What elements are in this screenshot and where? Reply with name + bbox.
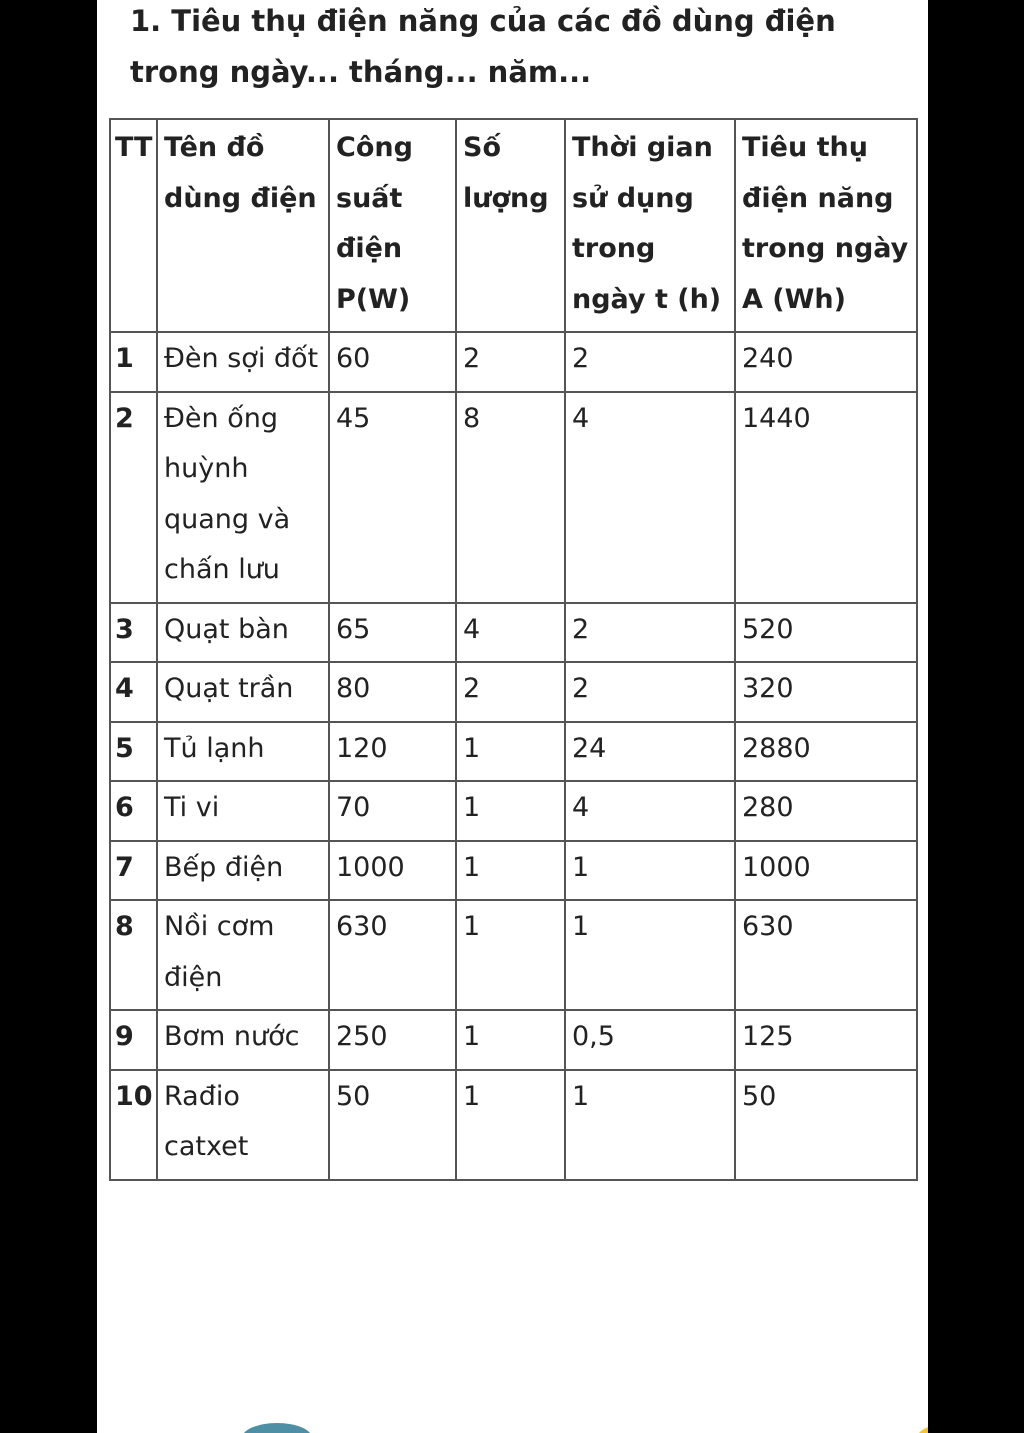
- cell-time: 1: [565, 900, 735, 1010]
- cell-time: 2: [565, 662, 735, 722]
- cell-time: 2: [565, 332, 735, 392]
- energy-consumption-table: [109, 118, 918, 1181]
- table-row: [110, 603, 917, 663]
- cell-name: Bếp điện: [157, 841, 329, 901]
- cell-energy: 520: [735, 603, 917, 663]
- cell-name: Rađio catxet: [157, 1070, 329, 1180]
- cell-name: Đèn ống huỳnh quang và chấn lưu: [157, 392, 329, 603]
- cell-power: 630: [329, 900, 456, 1010]
- cell-time: 24: [565, 722, 735, 782]
- document-page: [97, 0, 928, 1433]
- cell-power: 250: [329, 1010, 456, 1070]
- column-header-time: Thời gian sử dụng trong ngày t (h): [565, 119, 735, 332]
- cell-power: 80: [329, 662, 456, 722]
- cell-name: Tủ lạnh: [157, 722, 329, 782]
- cell-power: 70: [329, 781, 456, 841]
- cell-name: Ti vi: [157, 781, 329, 841]
- cell-power: 50: [329, 1070, 456, 1180]
- cell-quantity: 8: [456, 392, 565, 603]
- cell-time: 0,5: [565, 1010, 735, 1070]
- cell-name: Nồi cơm điện: [157, 900, 329, 1010]
- cell-power: 60: [329, 332, 456, 392]
- cell-power: 65: [329, 603, 456, 663]
- cell-name: Quạt trần: [157, 662, 329, 722]
- cell-power: 120: [329, 722, 456, 782]
- cell-quantity: 1: [456, 900, 565, 1010]
- table-row: [110, 1010, 917, 1070]
- partial-circle-decoration: [242, 1423, 312, 1433]
- table-row: [110, 781, 917, 841]
- cell-tt: 4: [110, 662, 157, 722]
- cell-quantity: 1: [456, 841, 565, 901]
- cell-tt: 1: [110, 332, 157, 392]
- table-row: [110, 722, 917, 782]
- cell-tt: 7: [110, 841, 157, 901]
- cell-energy: 240: [735, 332, 917, 392]
- cell-energy: 50: [735, 1070, 917, 1180]
- table-row: [110, 841, 917, 901]
- cell-tt: 2: [110, 392, 157, 603]
- table-row: [110, 900, 917, 1010]
- cell-tt: 10: [110, 1070, 157, 1180]
- cell-tt: 3: [110, 603, 157, 663]
- cell-energy: 125: [735, 1010, 917, 1070]
- cell-name: Bơm nước: [157, 1010, 329, 1070]
- column-header-name: Tên đồ dùng điện: [157, 119, 329, 332]
- cell-quantity: 1: [456, 781, 565, 841]
- cell-time: 2: [565, 603, 735, 663]
- cell-time: 4: [565, 392, 735, 603]
- cell-name: Quạt bàn: [157, 603, 329, 663]
- cell-quantity: 1: [456, 722, 565, 782]
- cell-tt: 6: [110, 781, 157, 841]
- column-header-quantity: Số lượng: [456, 119, 565, 332]
- column-header-tt: TT: [110, 119, 157, 332]
- section-heading: 1. Tiêu thụ điện năng của các đồ dùng điện trong ngày... tháng... năm...: [130, 4, 836, 89]
- table-header-row: [110, 119, 917, 332]
- cell-time: 1: [565, 1070, 735, 1180]
- cell-time: 1: [565, 841, 735, 901]
- cell-quantity: 2: [456, 662, 565, 722]
- cell-quantity: 2: [456, 332, 565, 392]
- cell-tt: 8: [110, 900, 157, 1010]
- table-row: [110, 392, 917, 603]
- cell-tt: 9: [110, 1010, 157, 1070]
- partial-circle-decoration: [917, 1423, 928, 1433]
- table-row: [110, 1070, 917, 1180]
- cell-tt: 5: [110, 722, 157, 782]
- cell-energy: 1440: [735, 392, 917, 603]
- cell-time: 4: [565, 781, 735, 841]
- cell-power: 1000: [329, 841, 456, 901]
- table-row: [110, 662, 917, 722]
- cell-energy: 2880: [735, 722, 917, 782]
- column-header-energy: Tiêu thụ điện năng trong ngày A (Wh): [735, 119, 917, 332]
- cell-energy: 630: [735, 900, 917, 1010]
- cell-quantity: 4: [456, 603, 565, 663]
- column-header-power: Công suất điện P(W): [329, 119, 456, 332]
- table-row: [110, 332, 917, 392]
- cell-energy: 1000: [735, 841, 917, 901]
- cell-energy: 320: [735, 662, 917, 722]
- cell-energy: 280: [735, 781, 917, 841]
- cell-quantity: 1: [456, 1070, 565, 1180]
- cell-name: Đèn sợi đốt: [157, 332, 329, 392]
- cell-quantity: 1: [456, 1010, 565, 1070]
- cell-power: 45: [329, 392, 456, 603]
